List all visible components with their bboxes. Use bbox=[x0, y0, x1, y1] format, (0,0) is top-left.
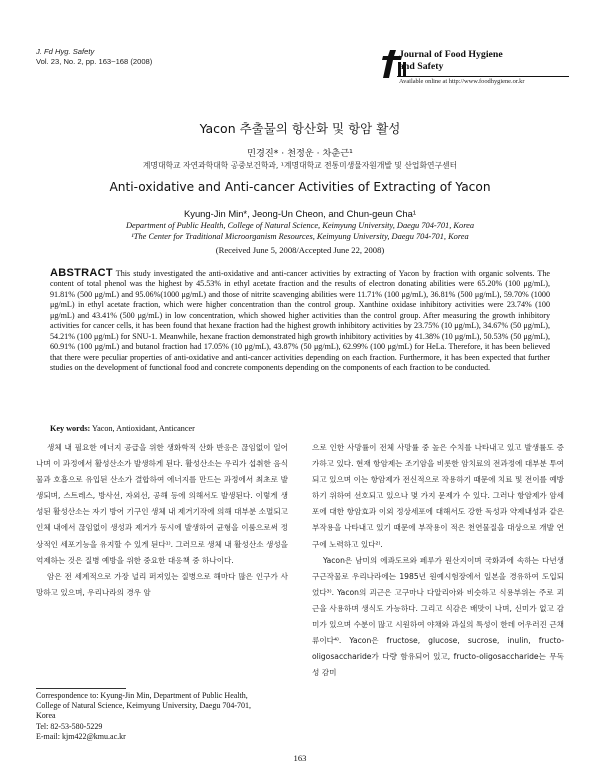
body-column-right bbox=[312, 440, 564, 681]
title-korean: Yacon 추출물의 항산화 및 항암 활성 bbox=[199, 121, 401, 136]
correspondence-footnote bbox=[36, 691, 296, 742]
keywords-text: Yacon, Antioxidant, Anticancer bbox=[90, 424, 195, 433]
journal-header-rule bbox=[397, 76, 569, 77]
affiliation-english bbox=[0, 221, 600, 242]
keywords bbox=[50, 424, 550, 433]
footnote-line: Korea bbox=[36, 711, 56, 721]
body-paragraph: 으로 인한 사망률이 전체 사망률 중 높은 수치를 나타내고 있고 발생률도 증가하고 있다. 현재 항암제는 조기암을 비롯한 암치료의 전과정에 대부분 투여되고 있으며 이는 항암제가 전신적으로 작용하기 때문에 치료 및 전이를 예방하기 위하여 선호되고 있으나 몇 가지 문제가 수 있다. 그러나 항암제가 암세포에 대한 항암효과 이외 정상세포에 대해서도 강한 독성과 약제내성과 같은 부작용을 나타내고 있기 때문에 부작용이 적은 천연물질을 대상으로 개발 연구에 노력하고 있다²⁾. bbox=[312, 443, 564, 549]
journal-title-line2: and Safety bbox=[399, 60, 444, 72]
footnote-line: Tel: 82-53-580-5229 bbox=[36, 721, 103, 731]
affiliation-english-1: Department of Public Health, College of Natural Science, Keimyung University, Daegu 704-701, Korea bbox=[125, 221, 475, 230]
keywords-label: Key words: bbox=[50, 424, 91, 433]
abstract-text: This study investigated the anti-oxidative and anti-cancer activities by extracting of Yacon by fraction with organic solvents. The content of total phenol was the highest by 45.53% in ethyl acetate fraction and the results of electron donating abilities were 65.20% (100 μg/mL), 91.81% (500 μg/mL) and 95.06%(1000 μg/mL) and those of nitrite scavenging abilities were 11.71% (100 μg/mL), 36.81% (500 μg/mL), 59.70% (1000 μg/mL) in ethyl acetate fraction, which were higher concentration than the control group. Xanthine oxidase inhibitory activities were 23.74% (100 μg/mL) and 43.41% (500 μg/mL) in low concentration, which showed higher activities than the control group. After measuring the growth inhibitory activities for cancer cells, it has been found that hexane fraction had the highest growth inhibitory activities by 23.75% (10 μg/mL), 34.67% (50 μg/mL), 54.21% (100 μg/mL) for SNU-1. Meanwhile, hexane fraction demonstrated high growth inhibitory activities by 41.38% (10 μg/mL), 50.53% (50 μg/mL), 60.91% (100 μg/mL) and butanol fraction had 17.05% (10 μg/mL), 43.87% (50 μg/mL), 62.99% (100 μg/mL) for HeLa. Therefore, it has been believed that there were peculiar properties of anti-oxidative and anti-cancer activities depending on each fraction. Furthermore, it has been expected that further studies on the development of functional food and concrete components depending on the components of each fraction to be conducted. bbox=[50, 269, 550, 373]
abstract-label: ABSTRACT bbox=[50, 267, 113, 279]
authors-english: Kyung-Jin Min*, Jeong-Un Cheon, and Chun-geun Cha¹ bbox=[184, 208, 416, 219]
body-paragraph: Yacon은 남미의 에콰도르와 페루가 원산지이며 국화과에 속하는 다년생 구근작물로 우리나라에는 1985년 원예시험장에서 일본을 경유하여 도입되었다³⁾. Yacon의 괴근은 고구마나 다알리아와 비슷하고 식용부위는 주로 괴근을 사용하며 생식도 가능하다. 그리고 식감은 배맛이 나며, 신미가 없고 감미가 있으며 수분이 많고 시원하여 야채와 과실의 특성이 한데 어우러진 근채류이다⁴⁾. Yacon은 fructose, glucose, sucrose, inulin, fructo-oligosaccharide가 다량 함유되어 있고, fructo-oligosaccharide는 무독성 감미 bbox=[312, 555, 564, 678]
received-dates: (Received June 5, 2008/Accepted June 22, 2008) bbox=[215, 245, 385, 255]
abstract bbox=[50, 268, 550, 374]
journal-title bbox=[399, 49, 569, 72]
footnote-line: College of Natural Science, Keimyung University, Daegu 704-701, bbox=[36, 701, 251, 711]
journal-url: Available online at http://www.foodhygiene.or.kr bbox=[399, 78, 525, 85]
body-paragraph: 생체 내 필요한 에너지 공급을 위한 생화학적 산화 반응은 끊임없이 일어나며 이 과정에서 활성산소가 발생하게 된다. 활성산소는 우리가 섭취한 음식물과 호흡으로 유입된 산소가 결합하여 에너지를 만드는 과정에서 최초로 발생되며, 스트레스, 방사선, 자외선, 공해 등에 의해서도 발생된다. 이렇게 생성된 활성산소는 자기 방어 기구인 생체 내 제거기작에 의해 대부분 소멸되고 인체 내에서 끊임없이 생성과 제거가 동시에 발생하여 균형을 이룸으로써 정상적인 세포기능을 유지할 수 있게 된다¹⁾. 그러므로 생체 내 활성산소 생성을 억제하는 것은 질병 예방을 위한 중요한 대응책 중 하나이다. bbox=[36, 443, 288, 565]
authors-korean: 민경진* · 천정운 · 차춘근¹ bbox=[247, 148, 353, 159]
footnote-line: Correspondence to: Kyung-Jin Min, Department of Public Health, bbox=[36, 691, 248, 700]
affiliation-english-2: ¹The Center for Traditional Microorganism Resources, Keimyung University, Daegu 704-701, Korea bbox=[131, 231, 469, 241]
journal-title-line1: Journal of Food Hygiene bbox=[399, 49, 503, 60]
volume-pages: Vol. 23, No. 2, pp. 163~168 (2008) bbox=[36, 57, 153, 66]
journal-abbreviation: J. Fd Hyg. Safety bbox=[36, 47, 95, 56]
body-paragraph: 암은 전 세계적으로 가장 널리 퍼져있는 질병으로 해마다 많은 인구가 사망하고 있으며, 우리나라의 경우 암 bbox=[36, 571, 288, 597]
footnote-email: E-mail: kjm422@kmu.ac.kr bbox=[36, 731, 126, 741]
title-english: Anti-oxidative and Anti-cancer Activities of Extracting of Yacon bbox=[109, 180, 491, 194]
footnote-divider bbox=[36, 688, 126, 689]
affiliation-korean: 계명대학교 자연과학대학 공중보건학과, ¹계명대학교 전통미생물자원개발 및 산업화연구센터 bbox=[142, 161, 458, 170]
body-column-left bbox=[36, 440, 288, 601]
journal-citation bbox=[36, 47, 152, 67]
page-number: 163 bbox=[293, 753, 307, 763]
